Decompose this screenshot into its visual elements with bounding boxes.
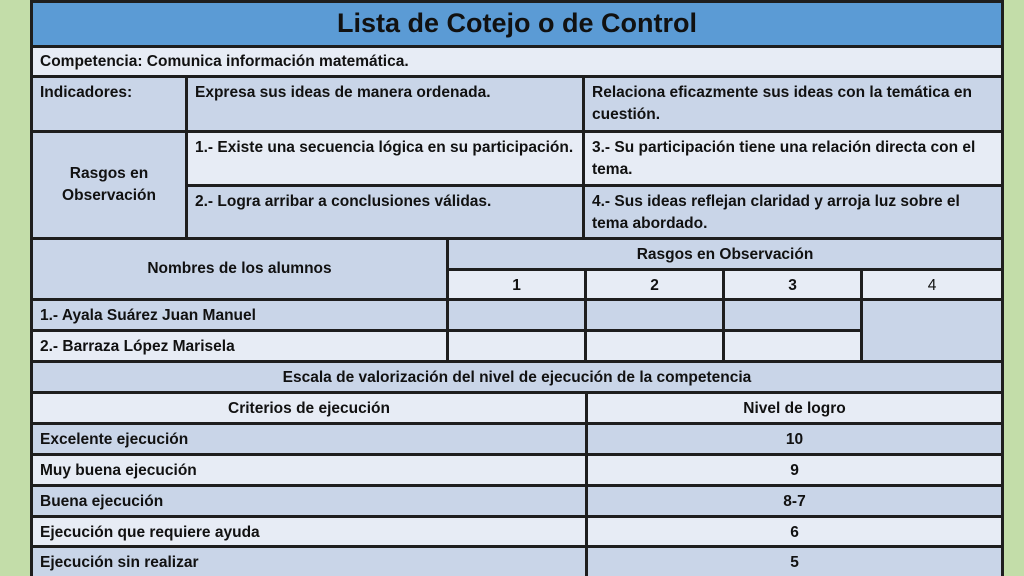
column-header-1: 1	[449, 271, 584, 298]
level-header: Nivel de logro	[588, 394, 1001, 422]
competencia-row: Competencia: Comunica información matemática.	[33, 48, 1001, 75]
column-header-2: 2	[587, 271, 722, 298]
col-4-merged	[863, 301, 1001, 360]
indicador-2: Relaciona eficazmente sus ideas con la temática en cuestión.	[585, 78, 1001, 130]
criterion-3: Buena ejecución	[33, 487, 585, 515]
rasgo-2: 2.- Logra arribar a conclusiones válidas.	[188, 187, 582, 237]
column-header-3: 3	[725, 271, 860, 298]
scale-title: Escala de valorización del nivel de ejecución de la competencia	[33, 363, 1001, 391]
checklist-table	[30, 0, 1004, 576]
column-header-4: 4	[863, 271, 1001, 298]
rasgo-3: 3.- Su participación tiene una relación directa con el tema.	[585, 133, 1001, 184]
table-title: Lista de Cotejo o de Control	[33, 3, 1001, 45]
criteria-header: Criterios de ejecución	[33, 394, 585, 422]
student-2-col-2	[587, 332, 722, 360]
student-row-1: 1.- Ayala Suárez Juan Manuel	[33, 301, 446, 329]
rasgo-4: 4.- Sus ideas reflejan claridad y arroja luz sobre el tema abordado.	[585, 187, 1001, 237]
level-1: 10	[588, 425, 1001, 453]
level-3: 8-7	[588, 487, 1001, 515]
level-5: 5	[588, 548, 1001, 576]
criterion-1: Excelente ejecución	[33, 425, 585, 453]
criterion-4: Ejecución que requiere ayuda	[33, 518, 585, 545]
rasgos-label-text: Rasgos en Observación	[62, 165, 156, 204]
names-header: Nombres de los alumnos	[33, 240, 446, 298]
student-2-col-3	[725, 332, 860, 360]
student-row-2: 2.- Barraza López Marisela	[33, 332, 446, 360]
rasgos-label	[33, 133, 185, 237]
student-1-col-3	[725, 301, 860, 329]
level-4: 6	[588, 518, 1001, 545]
criterion-2: Muy buena ejecución	[33, 456, 585, 484]
indicador-1: Expresa sus ideas de manera ordenada.	[188, 78, 582, 130]
criterion-5: Ejecución sin realizar	[33, 548, 585, 576]
rasgo-1: 1.- Existe una secuencia lógica en su participación.	[188, 133, 582, 184]
student-1-col-1	[449, 301, 584, 329]
indicadores-label: Indicadores:	[33, 78, 185, 130]
student-2-col-1	[449, 332, 584, 360]
rasgos-header: Rasgos en Observación	[449, 240, 1001, 268]
level-2: 9	[588, 456, 1001, 484]
student-1-col-2	[587, 301, 722, 329]
